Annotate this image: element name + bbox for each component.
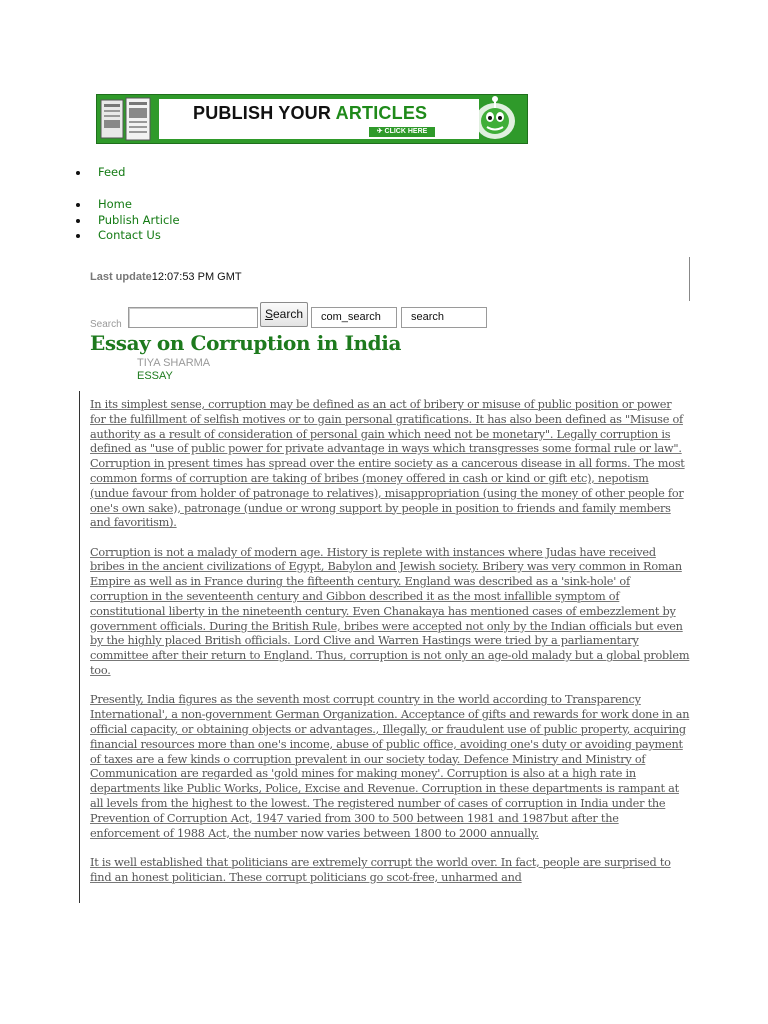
article-body <box>90 398 690 904</box>
list-item <box>74 197 180 213</box>
article-paragraph[interactable]: Corruption is not a malady of modern age. History is replete with instances where Judas have received bribes in the ancient civilizations of Egypt, Babylon and Jewish society. Bribery was very common in Roman Empire as well as in France during the fifteenth century. England was described as a 'sink-hole' of corruption in the seventeenth century and Gibbon described it as the most infallible symptom of constitutional liberty in the nineteenth century. Even Chanakaya has mentioned cases of embezzlement by government officials. During the British Rule, bribes were accepted not only by the Indian officials but even by the highly placed British officials. Lord Clive and Warren Hastings were tried by a parliamentary committee after their return to England. Thus, corruption is not only an age-old malady but a global problem too. <box>90 545 690 678</box>
banner-title: PUBLISH YOUR ARTICLES <box>193 103 428 123</box>
article-thumbnails-icon <box>100 97 152 141</box>
robot-mascot-icon <box>465 95 525 143</box>
list-item <box>74 165 125 181</box>
feed-link[interactable]: Feed <box>98 165 126 179</box>
last-update-value: 12:07:53 PM GMT <box>151 271 242 283</box>
search-button-label-rest: earch <box>272 307 304 321</box>
article-category[interactable]: ESSAY <box>137 370 173 382</box>
search-label: Search <box>90 319 122 330</box>
option-field[interactable]: com_search <box>311 307 397 328</box>
nav-contact-us-link[interactable]: Contact Us <box>98 228 161 242</box>
article-title: Essay on Corruption in India <box>90 331 402 355</box>
last-update <box>90 271 242 283</box>
nav-home-link[interactable]: Home <box>98 197 132 211</box>
feed-list <box>74 165 125 181</box>
banner-click-here-button[interactable]: ✈ CLICK HERE <box>369 127 435 137</box>
search-button[interactable]: Search <box>260 302 308 327</box>
article-paragraph[interactable]: In its simplest sense, corruption may be defined as an act of bribery or misuse of public position or power for the fulfillment of selfish motives or to gain personal gratifications. It has also been defined as "Misuse of authority as a result of consideration of personal gain which need not be monetary". Legally corruption is defined as "use of public power for private advantage in ways which transgresses some formal rule or law". Corruption in present times has spread over the entire society as a cancerous disease in all forms. The most common forms of corruption are taking of bribes (money offered in cash or kind or gift etc), nepotism (undue favour from holder of patronage to relatives), misappropriation (using the money of other people for one's own sake), patronage (undue or wrong support by people in position to friends and family members and favoritism). <box>90 398 685 530</box>
article-paragraph[interactable]: It is well established that politicians are extremely corrupt the world over. In fact, people are surprised to find an honest politician. These corrupt politicians go scot-free, unharmed and <box>90 855 671 884</box>
publish-articles-banner[interactable] <box>96 94 528 144</box>
list-item <box>74 228 180 244</box>
article-author: TIYA SHARMA <box>137 357 211 369</box>
nav-publish-article-link[interactable]: Publish Article <box>98 212 180 227</box>
article-border <box>79 391 80 903</box>
list-item <box>74 213 180 229</box>
article-paragraph[interactable]: Presently, India figures as the seventh most corrupt country in the world according to Transparency International', a non-government German Organization. Acceptance of gifts and rewards for work done in an official capacity, or obtaining objects or advantages., Illegally, or fraudulent use of public property, acquiring financial resources more than one's income, abuse of public office, avoiding one's duty or avoiding payment of taxes are a few kinds o corruption prevalent in our society today. Defence Ministry and Ministry of Communication are regarded as 'gold mines for making money'. Corruption is also at a high rate in departments like Public Works, Police, Excise and Revenue. Corruption in these departments is rampant at all levels from the highest to the lowest. The registered number of cases of corruption in India under the Prevention of Corruption Act, 1947 varied from 300 to 500 between 1981 and 1987but after the enforcement of 1988 Act, the number now varies between 1800 to 2000 annually. <box>90 693 690 840</box>
last-update-label: Last update <box>90 271 152 283</box>
main-nav <box>74 197 180 244</box>
search-input[interactable] <box>128 307 258 328</box>
divider <box>689 257 690 301</box>
task-field[interactable]: search <box>401 307 487 328</box>
